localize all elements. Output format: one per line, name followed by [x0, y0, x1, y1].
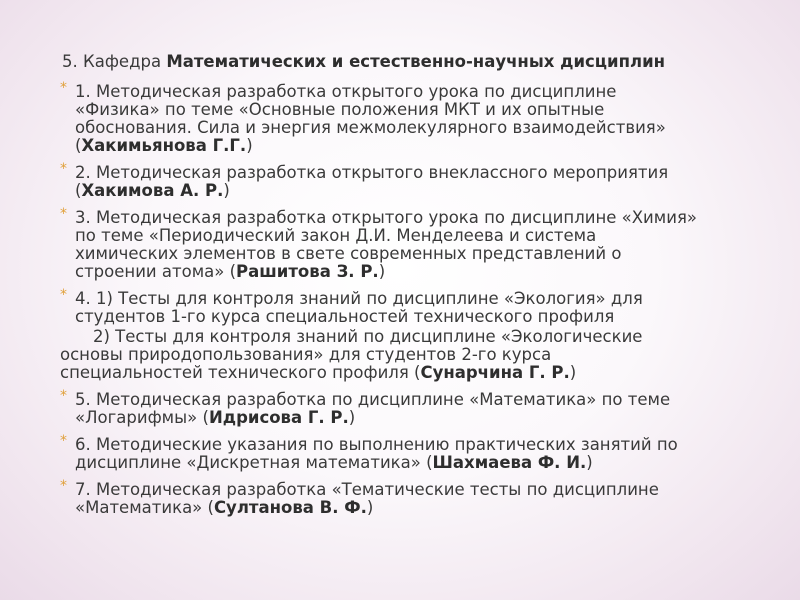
list-item: [60, 206, 772, 281]
author-name: Рашитова З. Р.: [236, 262, 379, 281]
item-line-last: [60, 364, 772, 382]
heading-department-name: Математических и естественно-научных дисциплин: [166, 52, 666, 71]
author-name: Султанова В. Ф.: [213, 498, 367, 517]
author-name: Хакимьянова Г.Г.: [81, 136, 247, 155]
item-line-last: [75, 263, 772, 281]
item-line: 3. Методическая разработка открытого урока по дисциплине «Химия»: [75, 208, 697, 227]
item-line: 5. Методическая разработка по дисциплине «Математика» по теме: [75, 390, 671, 409]
bullet-star-icon: *: [60, 80, 67, 96]
item-line: 2) Тесты для контроля знаний по дисциплине «Экологические: [93, 327, 643, 346]
bullet-star-icon: *: [60, 388, 67, 404]
item-text: «Логарифмы» (: [75, 408, 209, 427]
author-name: Хакимова А. Р.: [81, 181, 224, 200]
item-text: дисциплине «Дискретная математика» (: [75, 453, 433, 472]
list-item: [60, 287, 772, 326]
item-text: ): [378, 262, 386, 281]
works-list: [60, 80, 772, 526]
sub-item: [60, 328, 772, 382]
item-text: (: [75, 181, 82, 200]
item-line: химических элементов в свете современных представлений о: [75, 244, 622, 263]
item-line-last: [75, 137, 772, 155]
item-line: студентов 1-го курса специальностей технического профиля: [75, 307, 615, 326]
item-line: обоснования. Сила и энергия межмолекулярного взаимодействия»: [75, 118, 666, 137]
author-name: Шахмаева Ф. И.: [432, 453, 587, 472]
item-text: «Математика» (: [75, 498, 214, 517]
author-name: Идрисова Г. Р.: [208, 408, 349, 427]
list-item: [60, 433, 772, 472]
bullet-star-icon: *: [60, 206, 67, 222]
item-text: ): [586, 453, 593, 472]
item-text: ): [246, 136, 253, 155]
list-item: [60, 388, 772, 427]
bullet-star-icon: *: [60, 161, 67, 177]
item-text: специальностей технического профиля (: [60, 363, 421, 382]
item-line: 7. Методическая разработка «Тематические тесты по дисциплине: [75, 480, 659, 499]
bullet-star-icon: *: [60, 287, 67, 303]
list-item: [60, 161, 772, 200]
item-line: 6. Методические указания по выполнению практических занятий по: [75, 435, 678, 454]
item-line: «Физика» по теме «Основные положения МКТ и их опытные: [75, 100, 605, 119]
item-line-last: [75, 409, 772, 427]
item-line: основы природопользования» для студентов 2-го курса: [60, 345, 552, 364]
item-text: (: [75, 136, 82, 155]
item-text: ): [223, 181, 230, 200]
heading-prefix: 5. Кафедра: [62, 52, 167, 71]
item-line-last: [75, 182, 772, 200]
author-name: Сунарчина Г. Р.: [420, 363, 570, 382]
bullet-star-icon: *: [60, 433, 67, 449]
list-item: [60, 80, 772, 155]
item-line: 4. 1) Тесты для контроля знаний по дисциплине «Экология» для: [75, 289, 643, 308]
item-text: ): [348, 408, 356, 427]
list-item: [60, 478, 772, 517]
item-line-last: [75, 499, 772, 517]
item-line: 1. Методическая разработка открытого урока по дисциплине: [75, 82, 617, 101]
item-line-last: [75, 454, 772, 472]
department-heading: [62, 52, 762, 72]
item-text: ): [366, 498, 374, 517]
item-text: строении атома» (: [75, 262, 237, 281]
item-line: 2. Методическая разработка открытого внеклассного мероприятия: [75, 163, 669, 182]
item-line: по теме «Периодический закон Д.И. Менделеева и система: [75, 226, 597, 245]
item-text: ): [569, 363, 577, 382]
bullet-star-icon: *: [60, 478, 67, 494]
